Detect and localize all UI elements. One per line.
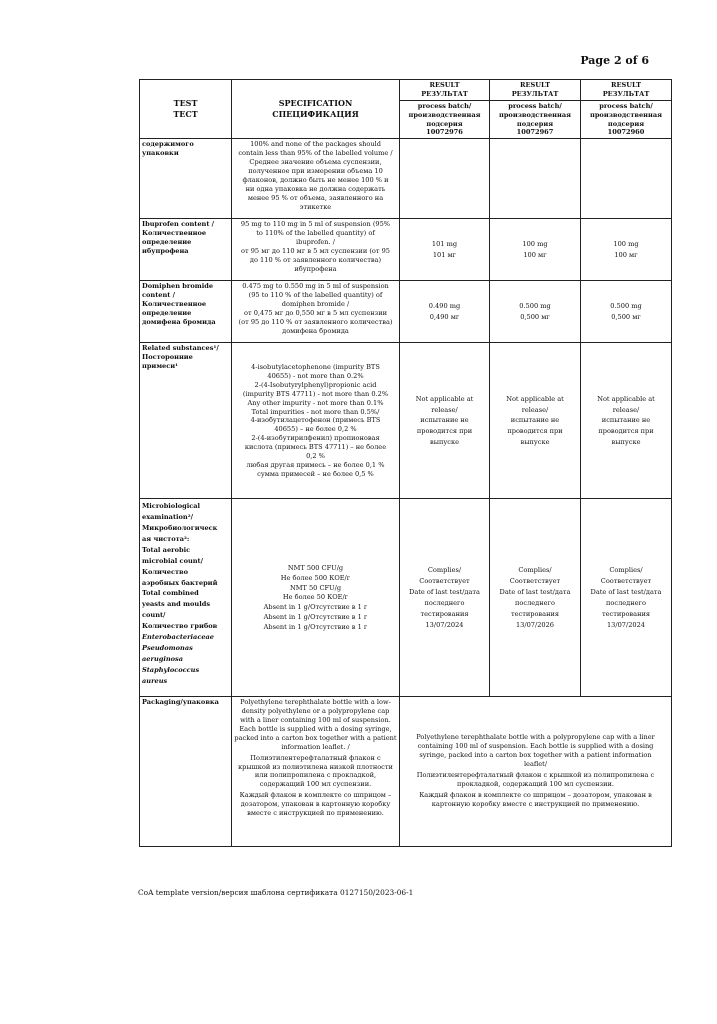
micro-test: [140, 499, 232, 697]
micro-test-line: count/: [142, 611, 166, 620]
text-line: любая другая примесь – не более 0,1 %: [246, 460, 385, 469]
text-line: 0,490 мг: [429, 312, 460, 321]
ibuprofen-result-1: [400, 219, 490, 281]
text-line: РЕЗУЛЬТАТ: [602, 89, 650, 98]
micro-spec: [232, 499, 400, 697]
text-line: contain less than 95% of the labelled volume /: [238, 149, 393, 158]
text-line: Соответствует: [509, 577, 561, 586]
volume-spec: [232, 139, 400, 219]
footer-template-version: CoA template version/версия шаблона сертификата 0127150/2023-06-1: [138, 888, 414, 897]
text-line: от 95 мг до 110 мг в 5 мл суспензии (от 95: [241, 247, 390, 256]
batch-number-1: 10072976: [426, 128, 463, 137]
text-line: 40655) – не более 0,2 %: [274, 425, 357, 434]
batch-label-1: [402, 102, 487, 129]
micro-test-line: yeasts and moulds: [142, 600, 211, 609]
text-line: Complies/: [427, 566, 462, 575]
batch-number-2: 10072967: [516, 128, 554, 137]
batch-label-3: [583, 102, 669, 129]
text-line: этикетке: [299, 202, 332, 211]
text-line: 13/07/2024: [606, 620, 645, 629]
domiphen-result-3: [581, 281, 672, 343]
text-line: 0,500 мг: [611, 312, 641, 321]
volume-result-1: [400, 139, 490, 219]
text-line: СПЕЦИФИКАЦИЯ: [272, 109, 359, 120]
text-line: ibuprofen. /: [296, 238, 335, 247]
text-line: RESULT: [519, 81, 551, 89]
micro-result-3: [581, 499, 672, 697]
text-line: последнего: [606, 598, 646, 607]
text-line: определение: [142, 238, 192, 247]
text-line: Not applicable at: [506, 394, 564, 403]
text-line: проводится при: [598, 427, 654, 436]
text-line: 0,500 мг: [520, 312, 550, 321]
micro-result-1: [400, 499, 490, 697]
text-line: менее 95 % от объема, заявленного на: [247, 193, 384, 202]
packaging-test: Packaging/упаковка: [140, 697, 232, 847]
text-line: производственная: [590, 110, 662, 119]
text-line: полученное при измерении объема 10: [248, 167, 383, 176]
packaging-spec: [232, 697, 400, 847]
text-line: РЕЗУЛЬТАТ: [421, 89, 468, 98]
text-line: 0.490 mg: [428, 301, 461, 310]
volume-test: [140, 139, 232, 219]
text-line: Ibuprofen content /: [142, 220, 215, 229]
text-line: 4-isobutylacetophenone (impurity BTS: [251, 363, 380, 372]
micro-test-line: Pseudomonas: [142, 643, 193, 652]
micro-test-line: Staphylococcus: [142, 665, 200, 674]
text-line: (95 to 110 % of the labelled quantity) of: [248, 291, 383, 300]
text-line: выпуске: [520, 438, 550, 447]
text-line: определение: [142, 309, 192, 318]
text-line: Related substances¹/: [142, 344, 219, 353]
text-line: (impurity BTS 47711) - not more than 0.2%: [242, 389, 389, 398]
header-batch-1: [400, 100, 490, 139]
text-line: content /: [142, 291, 175, 300]
text-line: упаковки: [142, 149, 179, 158]
text-line: ТЕСТ: [173, 109, 198, 120]
text-line: Каждый флакон в комплекте со шприцом – дозатором, упакован в картонную коробку вместе с инструкцией по применению.: [239, 791, 392, 818]
text-line: Не более 50 КОЕ/г: [282, 593, 349, 602]
micro-test-line: Total aerobic: [142, 545, 191, 554]
text-line: Polyethylene terephthalate bottle with a low-density polyethylene or a polypropylene cap with a liner containing 100 ml of suspension. Each bottle is supplied with a dosing syringe, packed into a carton box together with a patient information leaflet. /: [234, 698, 397, 751]
row-related-substances: [140, 343, 672, 499]
text-line: process batch/: [599, 101, 653, 110]
text-line: 100% and none of the packages should: [250, 140, 381, 149]
text-line: Polyethylene terephthalate bottle with a polypropylene cap with a liner containing 100 ml of suspension. Each bottle is supplied with a dosing syringe, packed into a carton box together with a patient information leaflet/: [416, 733, 655, 768]
text-line: содержимого: [142, 140, 194, 149]
packaging-result: [400, 697, 672, 847]
row-volume: [140, 139, 672, 219]
micro-test-line: Микробиологическ: [142, 524, 218, 533]
text-line: производственная: [499, 110, 571, 119]
micro-test-line: Количество грибов: [142, 622, 218, 631]
text-line: (от 95 до 110 % от заявленного количества): [238, 317, 393, 326]
text-line: Absent in 1 g/Отсутствие в 1 г: [263, 623, 368, 632]
micro-test-line: аэробных бактерий: [142, 578, 218, 587]
micro-test-line: aureus: [142, 676, 168, 685]
text-line: 101 мг: [432, 250, 457, 259]
text-line: NMT 500 CFU/g: [287, 563, 344, 572]
text-line: выпуске: [611, 438, 641, 447]
text-line: 100 mg: [613, 239, 639, 248]
text-line: Not applicable at: [597, 394, 655, 403]
header-result-1: [400, 80, 490, 101]
text-line: 13/07/2026: [515, 620, 554, 629]
header-result-2: [490, 80, 581, 101]
header-result-3: [581, 80, 672, 101]
volume-result-3: [581, 139, 672, 219]
related-spec: [232, 343, 400, 499]
text-line: domiphen bromide /: [281, 300, 350, 309]
text-line: Absent in 1 g/Отсутствие в 1 г: [263, 603, 368, 612]
header-row-1: [140, 80, 672, 101]
text-line: RESULT: [610, 81, 642, 89]
coa-table: [139, 79, 672, 847]
related-result-1: [400, 343, 490, 499]
text-line: NMT 50 CFU/g: [289, 583, 342, 592]
text-line: Каждый флакон в комплекте со шприцом – дозатором, упакован в картонную коробку вместе с инструкцией по применению.: [419, 790, 652, 808]
text-line: тестирования: [510, 609, 560, 618]
text-line: ибупрофена: [294, 264, 337, 273]
text-line: 100 мг: [523, 250, 547, 259]
text-line: SPECIFICATION: [278, 98, 353, 109]
row-packaging: [140, 697, 672, 847]
text-line: release/: [431, 405, 458, 414]
text-line: Среднее значение объема суспензии,: [249, 158, 382, 167]
text-line: испытание не: [601, 416, 651, 425]
micro-test-line: Количество: [142, 567, 189, 576]
text-line: process batch/: [417, 101, 472, 110]
micro-test-line: microbial count/: [142, 556, 204, 565]
text-line: 0.500 mg: [519, 301, 551, 310]
text-line: Соответствует: [419, 577, 470, 586]
text-line: 4-изобутилацетофенон (примесь BTS: [250, 416, 381, 425]
text-line: 0.475 mg to 0.550 mg in 5 ml of suspension: [242, 282, 389, 291]
volume-result-2: [490, 139, 581, 219]
text-line: тестирования: [420, 609, 469, 618]
text-line: Complies/: [609, 566, 643, 575]
domiphen-result-2: [490, 281, 581, 343]
text-line: до 110 % от заявленного количества): [249, 255, 382, 264]
domiphen-test: [140, 281, 232, 343]
text-line: process batch/: [508, 101, 562, 110]
header-test: [140, 80, 232, 139]
text-line: Не более 500 КОЕ/г: [280, 573, 351, 582]
micro-test-line: examination²/: [142, 513, 193, 522]
text-line: 13/07/2024: [425, 620, 464, 629]
text-line: 2-(4-изобутирилфенил) пропионовая: [251, 434, 380, 443]
text-line: to 110% of the labelled quantity) of: [256, 229, 375, 238]
text-line: Not applicable at: [415, 394, 474, 403]
text-line: Посторонние: [142, 353, 193, 362]
text-line: Domiphen bromide: [142, 282, 214, 291]
text-line: Total impurities - not more than 0.5%/: [251, 407, 380, 416]
text-line: 101 mg: [431, 239, 458, 248]
row-microbiological: [140, 499, 672, 697]
micro-test-line: Total combined: [142, 589, 199, 598]
related-result-3: [581, 343, 672, 499]
ibuprofen-result-2: [490, 219, 581, 281]
header-batch-2: [490, 100, 581, 139]
row-domiphen: [140, 281, 672, 343]
related-result-2: [490, 343, 581, 499]
text-line: подсерия: [426, 119, 463, 128]
text-line: Complies/: [518, 566, 552, 575]
text-line: 95 mg to 110 mg in 5 ml of suspension (95%: [240, 220, 391, 229]
text-line: тестирования: [601, 609, 651, 618]
text-line: Количественное: [142, 300, 207, 309]
batch-number-3: 10072960: [607, 128, 645, 137]
micro-test-line: ая чистота²:: [142, 535, 190, 544]
text-line: домифена бромида: [142, 317, 216, 326]
text-line: флаконов, должно быть не менее 100 % и: [242, 175, 389, 184]
micro-result-2: [490, 499, 581, 697]
domiphen-result-1: [400, 281, 490, 343]
text-line: Date of last test/дата: [590, 587, 662, 596]
text-line: последнего: [515, 598, 555, 607]
text-line: проводится при: [416, 427, 473, 436]
text-line: выпуске: [430, 438, 459, 447]
micro-test-line: aeruginosa: [142, 654, 184, 663]
text-line: RESULT: [429, 81, 460, 89]
text-line: 100 мг: [614, 250, 638, 259]
text-line: TEST: [173, 98, 198, 109]
text-line: 0,2 %: [306, 451, 325, 460]
text-line: Полиэтилентерефталатный флакон с крышкой из полиэтилена низкой плотности или полипропилена с прокладкой, содержащий 100 мл суспензии.: [238, 753, 393, 789]
text-line: РЕЗУЛЬТАТ: [511, 89, 559, 98]
text-line: домифена бромида: [282, 326, 349, 335]
domiphen-spec: [232, 281, 400, 343]
text-line: производственная: [408, 110, 481, 119]
row-ibuprofen: [140, 219, 672, 281]
text-line: Date of last test/дата: [409, 587, 480, 596]
page-number: Page 2 of 6: [580, 54, 649, 67]
header-spec: [232, 80, 400, 139]
ibuprofen-result-3: [581, 219, 672, 281]
text-line: примеси¹: [142, 362, 179, 371]
ibuprofen-test: [140, 219, 232, 281]
text-line: 0.500 mg: [610, 301, 642, 310]
text-line: сумма примесей – не более 0,5 %: [257, 469, 374, 478]
text-line: 2-(4-Isobutyrylphenyl)propionic acid: [254, 380, 377, 389]
text-line: испытание не: [420, 416, 469, 425]
text-line: ни одна упаковка не должна содержать: [245, 184, 386, 193]
header-batch-3: [581, 100, 672, 139]
text-line: проводится при: [507, 427, 563, 436]
text-line: Any other impurity - not more than 0.1%: [247, 398, 384, 407]
text-line: ибупрофена: [142, 247, 189, 256]
text-line: кислота (примесь BTS 47711) – не более: [244, 443, 387, 452]
text-line: release/: [612, 405, 640, 414]
text-line: испытание не: [510, 416, 560, 425]
text-line: release/: [521, 405, 549, 414]
micro-test-line: Microbiological: [142, 502, 201, 511]
ibuprofen-spec: [232, 219, 400, 281]
batch-label-2: [492, 102, 578, 129]
text-line: Absent in 1 g/Отсутствие в 1 г: [263, 613, 368, 622]
text-line: подсерия: [607, 119, 645, 128]
text-line: Соответствует: [600, 577, 652, 586]
text-line: Количественное: [142, 229, 207, 238]
related-test: [140, 343, 232, 499]
micro-test-line: Enterobacteriaceae: [142, 633, 215, 642]
text-line: подсерия: [516, 119, 554, 128]
text-line: Date of last test/дата: [499, 587, 571, 596]
text-line: от 0,475 мг до 0,550 мг в 5 мл суспензии: [244, 309, 387, 318]
text-line: Полиэтилентерефталатный флакон с крышкой из полипропилена с прокладкой, содержащий 100 мл суспензии.: [416, 770, 655, 788]
text-line: 40655) - not more than 0.2%: [267, 371, 364, 380]
text-line: последнего: [424, 598, 465, 607]
text-line: 100 mg: [522, 239, 548, 248]
